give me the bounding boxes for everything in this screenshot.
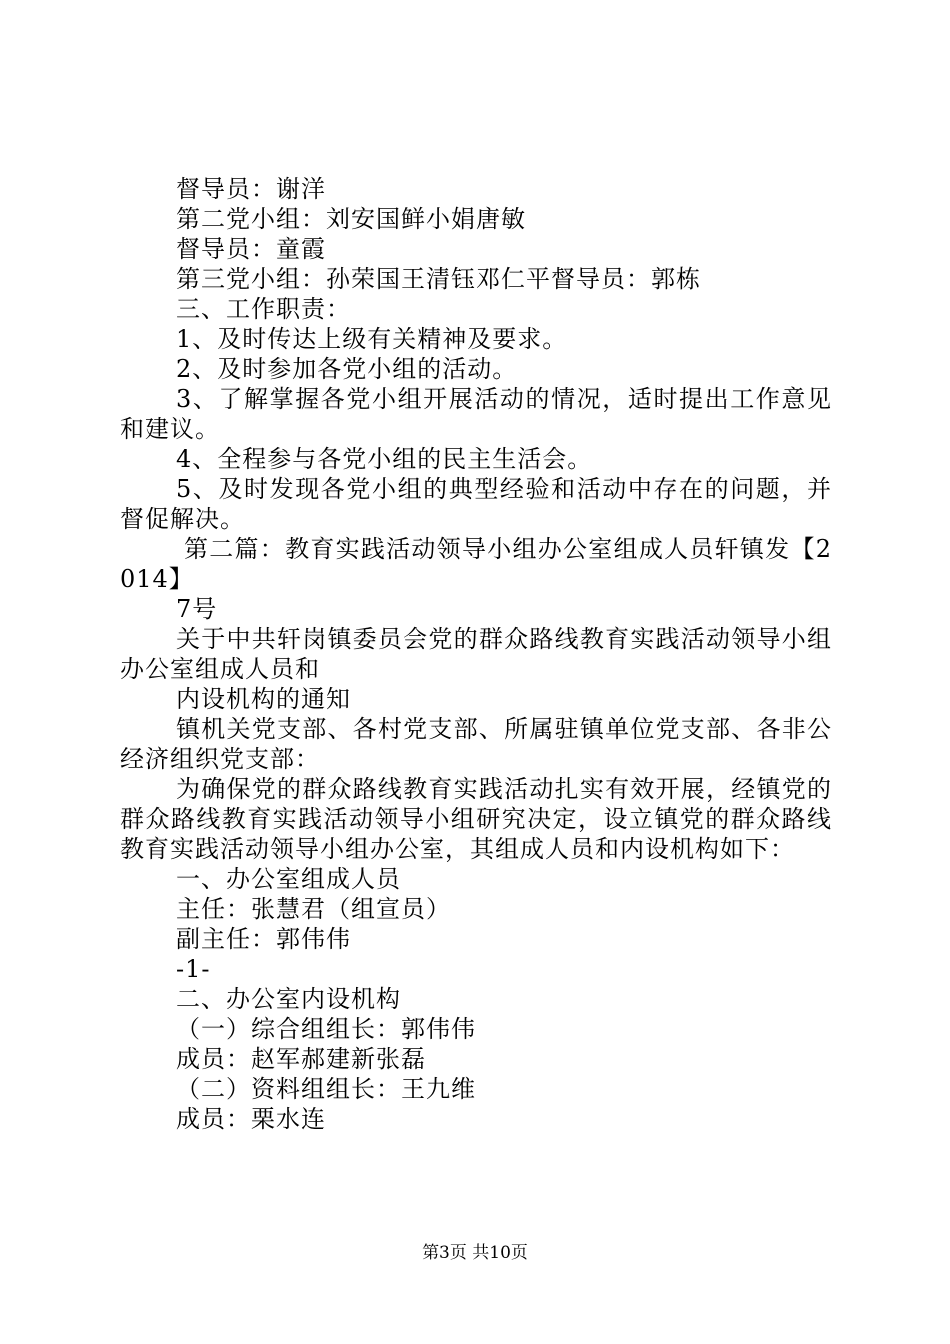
list-item: 3、了解掌握各党小组开展活动的情况，适时提出工作意见和建议。	[120, 385, 832, 443]
paragraph: 督导员：童霞	[176, 235, 326, 263]
section-heading: 三、工作职责：	[176, 295, 351, 323]
inner-page-number: -1-	[176, 955, 211, 983]
document-body	[120, 174, 832, 1134]
paragraph: （一）综合组组长：郭伟伟	[176, 1015, 476, 1043]
page-footer: 第3页 共10页	[422, 1243, 528, 1263]
list-item: 2、及时参加各党小组的活动。	[176, 355, 518, 383]
paragraph: （二）资料组组长：王九维	[176, 1075, 476, 1103]
paragraph: 为确保党的群众路线教育实践活动扎实有效开展，经镇党的群众路线教育实践活动领导小组研究决定，设立镇党的群众路线教育实践活动领导小组办公室，其组成人员和内设机构如下：	[120, 775, 832, 863]
list-item: 1、及时传达上级有关精神及要求。	[176, 325, 568, 353]
notice-title-continued: 内设机构的通知	[176, 685, 351, 713]
recipients: 镇机关党支部、各村党支部、所属驻镇单位党支部、各非公经济组织党支部：	[120, 715, 832, 773]
paragraph: 副主任：郭伟伟	[176, 925, 351, 953]
list-item: 4、全程参与各党小组的民主生活会。	[176, 445, 593, 473]
paragraph: 第二党小组：刘安国鲜小娟唐敏	[176, 205, 526, 233]
document-number: 7号	[176, 595, 218, 623]
paragraph: 成员：栗水连	[176, 1105, 326, 1133]
paragraph: 第三党小组：孙荣国王清钰邓仁平督导员：郭栋	[176, 265, 701, 293]
paragraph: 成员：赵军郝建新张磊	[176, 1045, 426, 1073]
paragraph: 主任：张慧君（组宣员）	[176, 895, 451, 923]
section-heading: 一、办公室组成人员	[176, 865, 401, 893]
notice-title: 关于中共轩岗镇委员会党的群众路线教育实践活动领导小组办公室组成人员和	[120, 625, 832, 683]
section-heading: 二、办公室内设机构	[176, 985, 401, 1013]
chapter-title: 第二篇：教育实践活动领导小组办公室组成人员轩镇发【2014】	[120, 535, 832, 593]
list-item: 5、及时发现各党小组的典型经验和活动中存在的问题，并督促解决。	[120, 475, 832, 533]
paragraph: 督导员：谢洋	[176, 175, 326, 203]
